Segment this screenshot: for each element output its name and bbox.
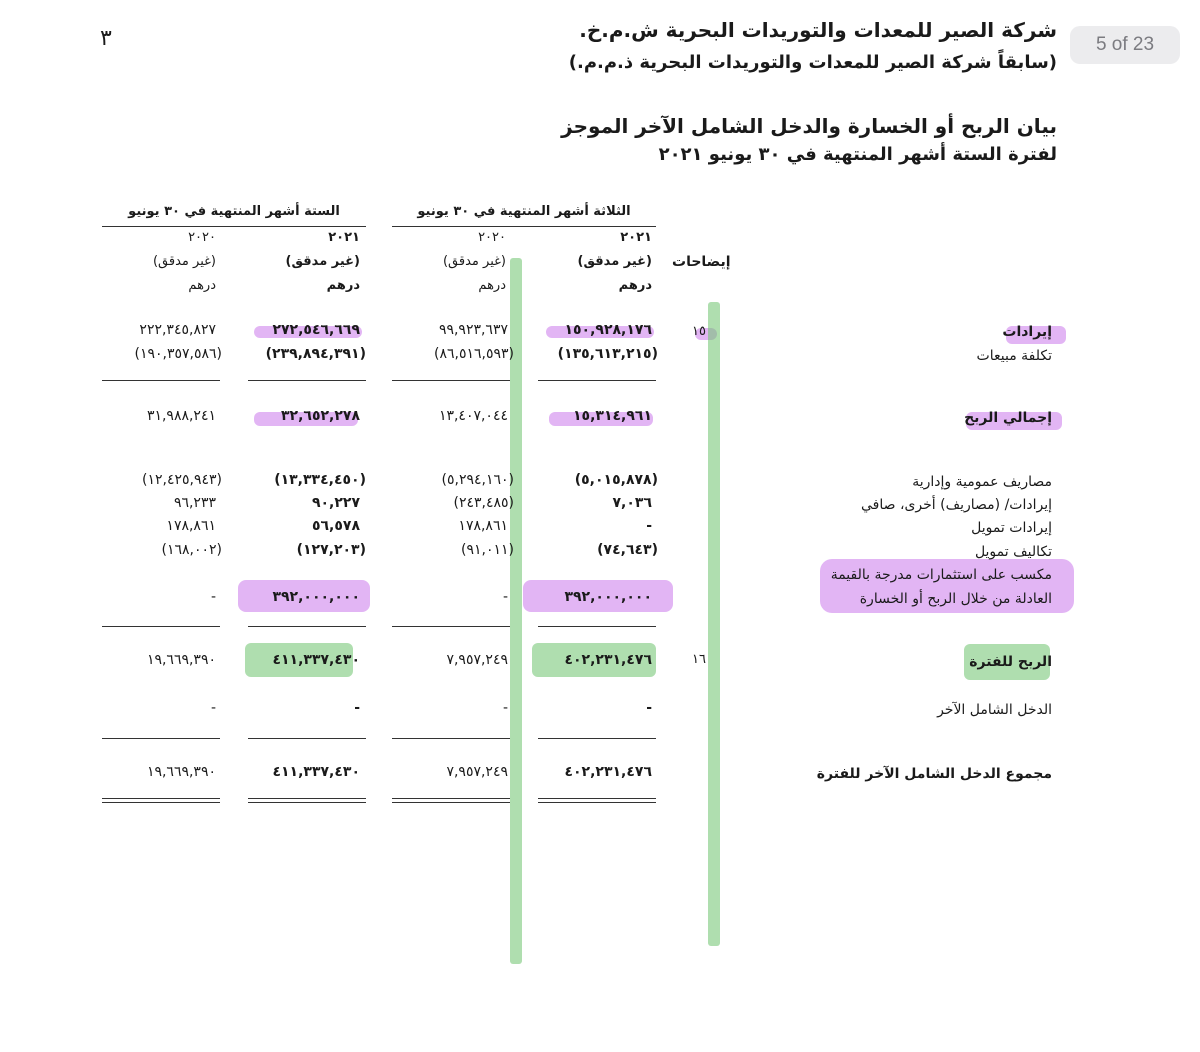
- row-oci-3m-2020: -: [502, 700, 508, 716]
- double-rule-col1: [538, 798, 656, 803]
- row-profit-3m-2021: ٤٠٢,٢٣١,٤٧٦: [564, 652, 652, 668]
- row-finance-income-label: إيرادات تمويل: [971, 520, 1052, 536]
- row-fair-value-6m-2020: -: [210, 589, 216, 605]
- header-three-months: الثلاثة أشهر المنتهية في ٣٠ يونيو: [417, 204, 631, 219]
- row-cost-of-sales-3m-2021: (١٣٥,٦١٣,٢١٥): [557, 346, 658, 362]
- header-rule-six-months: [102, 226, 366, 227]
- double-rule-col3: [248, 798, 366, 803]
- row-oci-6m-2020: -: [210, 700, 216, 716]
- row-gross-profit-3m-2021: ١٥,٣١٤,٩٦١: [573, 408, 652, 424]
- row-total-ci-6m-2021: ٤١١,٣٣٧,٤٣٠: [272, 764, 360, 780]
- col4-currency: درهم: [188, 278, 216, 293]
- highlight-vertical-bar-3m: [510, 258, 522, 964]
- rule-col3-gross: [248, 380, 366, 381]
- row-finance-costs-6m-2021: (١٢٧,٢٠٣): [296, 542, 366, 558]
- double-rule-col4: [102, 798, 220, 803]
- rule-col1-profit: [538, 626, 656, 627]
- row-finance-income-6m-2021: ٥٦,٥٧٨: [311, 518, 360, 534]
- col3-status: (غير مدقق): [285, 254, 360, 269]
- rule-col2-profit: [392, 626, 510, 627]
- row-cost-of-sales-3m-2020: (٨٦,٥١٦,٥٩٣): [434, 346, 514, 362]
- row-finance-income-6m-2020: ١٧٨,٨٦١: [166, 518, 216, 534]
- row-fair-value-label-line1: مكسب على استثمارات مدرجة بالقيمة: [830, 567, 1052, 583]
- company-name: شركة الصير للمعدات والتوريدات البحرية ش.م.خ.: [579, 18, 1057, 42]
- row-fair-value-3m-2020: -: [502, 589, 508, 605]
- row-finance-income-3m-2020: ١٧٨,٨٦١: [458, 518, 508, 534]
- row-profit-6m-2020: ١٩,٦٦٩,٣٩٠: [146, 652, 216, 668]
- row-revenue-3m-2021: ١٥٠,٩٢٨,١٧٦: [564, 322, 652, 338]
- row-gross-profit-3m-2020: ١٣,٤٠٧,٠٤٤: [438, 408, 508, 424]
- header-rule-three-months: [392, 226, 656, 227]
- row-total-ci-6m-2020: ١٩,٦٦٩,٣٩٠: [146, 764, 216, 780]
- row-general-admin-label: مصاريف عمومية وإدارية: [912, 474, 1052, 490]
- rule-col2-total: [392, 738, 510, 739]
- statement-title: بيان الربح أو الخسارة والدخل الشامل الآخر الموجز: [561, 114, 1057, 138]
- row-total-ci-3m-2021: ٤٠٢,٢٣١,٤٧٦: [564, 764, 652, 780]
- row-total-ci-3m-2020: ٧,٩٥٧,٢٤٩: [446, 764, 508, 780]
- row-cost-of-sales-6m-2020: (١٩٠,٣٥٧,٥٨٦): [134, 346, 222, 362]
- col3-year: ٢٠٢١: [328, 230, 360, 245]
- row-profit-3m-2020: ٧,٩٥٧,٢٤٩: [446, 652, 508, 668]
- row-fair-value-3m-2021: ٣٩٢,٠٠٠,٠٠٠: [564, 589, 652, 605]
- row-finance-costs-label: تكاليف تمويل: [974, 544, 1052, 560]
- rule-col2-gross: [392, 380, 510, 381]
- rule-col1-gross: [538, 380, 656, 381]
- col1-status: (غير مدقق): [577, 254, 652, 269]
- row-gross-profit-6m-2020: ٣١,٩٨٨,٢٤١: [146, 408, 216, 424]
- row-other-income-6m-2020: ٩٦,٢٣٣: [173, 495, 216, 511]
- statement-period: لفترة الستة أشهر المنتهية في ٣٠ يونيو ٢٠٢١: [658, 144, 1057, 165]
- notes-header: إيضاحات: [672, 254, 731, 270]
- col3-currency: درهم: [326, 278, 360, 293]
- col1-year: ٢٠٢١: [620, 230, 652, 245]
- row-profit-6m-2021: ٤١١,٣٣٧,٤٣٠: [272, 652, 360, 668]
- row-finance-income-3m-2021: -: [646, 518, 652, 534]
- row-profit-label: الربح للفترة: [969, 654, 1052, 670]
- highlight-vertical-bar-notes: [708, 302, 720, 946]
- header-six-months: الستة أشهر المنتهية في ٣٠ يونيو: [128, 204, 340, 219]
- company-former-name: (سابقاً شركة الصير للمعدات والتوريدات البحرية ذ.م.م.): [568, 52, 1057, 73]
- col2-currency: درهم: [478, 278, 506, 293]
- col4-year: ٢٠٢٠: [188, 230, 216, 245]
- rule-col3-profit: [248, 626, 366, 627]
- row-general-admin-3m-2020: (٥,٢٩٤,١٦٠): [441, 472, 514, 488]
- row-oci-3m-2021: -: [646, 700, 652, 716]
- row-fair-value-6m-2021: ٣٩٢,٠٠٠,٠٠٠: [272, 589, 360, 605]
- row-general-admin-6m-2020: (١٢,٤٢٥,٩٤٣): [142, 472, 222, 488]
- row-oci-label: الدخل الشامل الآخر: [937, 702, 1052, 718]
- row-other-income-3m-2021: ٧,٠٣٦: [612, 495, 652, 511]
- row-profit-note: ١٦: [692, 652, 706, 667]
- row-other-income-6m-2021: ٩٠,٢٢٧: [311, 495, 360, 511]
- row-total-ci-label: مجموع الدخل الشامل الآخر للفترة: [816, 766, 1052, 782]
- row-gross-profit-6m-2021: ٣٢,٦٥٢,٢٧٨: [281, 408, 360, 424]
- row-finance-costs-3m-2020: (٩١,٠١١): [461, 542, 514, 558]
- rule-col4-gross: [102, 380, 220, 381]
- row-cost-of-sales-label: تكلفة مبيعات: [976, 348, 1052, 364]
- row-other-income-label: إيرادات/ (مصاريف) أخرى، صافي: [860, 497, 1052, 513]
- col4-status: (غير مدقق): [152, 254, 216, 269]
- row-general-admin-3m-2021: (٥,٠١٥,٨٧٨): [574, 472, 658, 488]
- row-revenue-6m-2020: ٢٢٢,٣٤٥,٨٢٧: [139, 322, 216, 338]
- row-revenue-note: ١٥: [692, 324, 706, 339]
- row-oci-6m-2021: -: [354, 700, 360, 716]
- col1-currency: درهم: [618, 278, 652, 293]
- rule-col4-profit: [102, 626, 220, 627]
- page-indicator[interactable]: 5 of 23: [1070, 26, 1180, 64]
- rule-col1-total: [538, 738, 656, 739]
- row-finance-costs-3m-2021: (٧٤,٦٤٣): [597, 542, 658, 558]
- row-cost-of-sales-6m-2021: (٢٣٩,٨٩٤,٣٩١): [265, 346, 366, 362]
- row-gross-profit-label: إجمالي الربح: [964, 410, 1052, 426]
- row-general-admin-6m-2021: (١٣,٣٣٤,٤٥٠): [274, 472, 366, 488]
- row-finance-costs-6m-2020: (١٦٨,٠٠٢): [161, 542, 222, 558]
- col2-year: ٢٠٢٠: [478, 230, 506, 245]
- row-revenue-label: إيرادات: [1002, 324, 1052, 340]
- rule-col3-total: [248, 738, 366, 739]
- row-revenue-6m-2021: ٢٧٢,٥٤٦,٦٦٩: [272, 322, 360, 338]
- rule-col4-total: [102, 738, 220, 739]
- double-rule-col2: [392, 798, 510, 803]
- col2-status: (غير مدقق): [442, 254, 506, 269]
- row-fair-value-label-line2: العادلة من خلال الربح أو الخسارة: [859, 591, 1052, 607]
- row-other-income-3m-2020: (٢٤٣,٤٨٥): [453, 495, 514, 511]
- row-revenue-3m-2020: ٩٩,٩٢٣,٦٣٧: [438, 322, 508, 338]
- page-number: ٣: [100, 26, 112, 51]
